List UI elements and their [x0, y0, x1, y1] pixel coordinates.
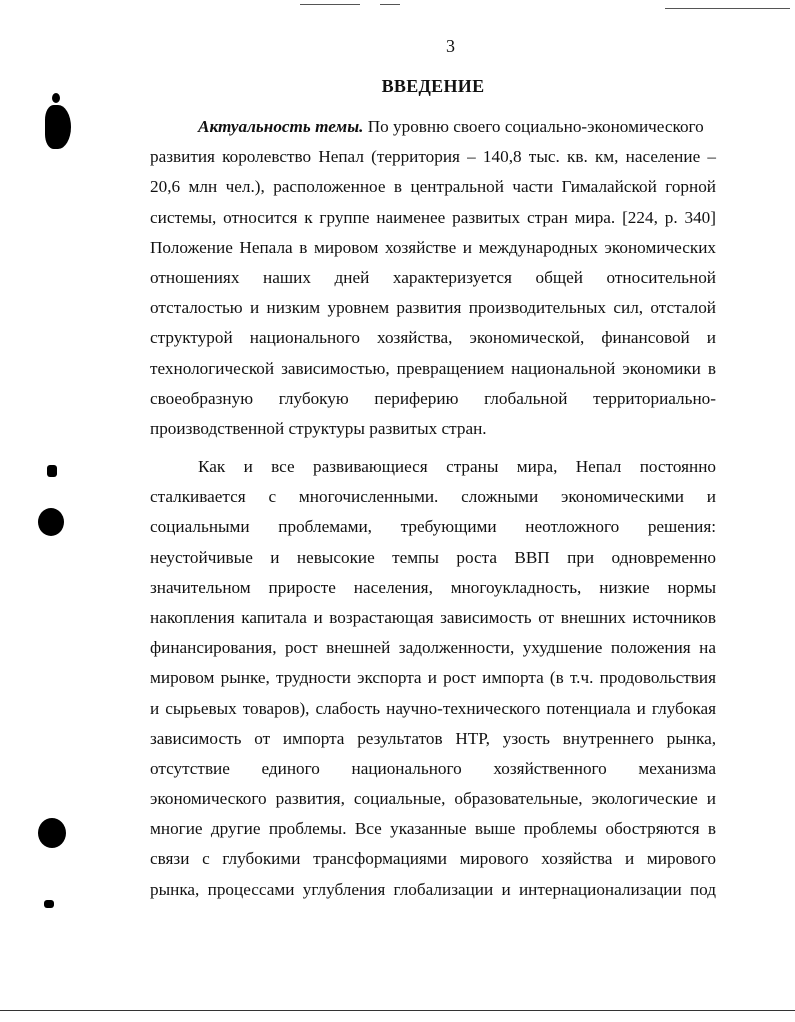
- text-line: отсталостью и низким уровнем развития производительных сил, отсталой: [150, 298, 716, 318]
- text-line: и сырьевых товаров), слабость научно-технического потенциала и глубокая: [150, 698, 716, 718]
- text-line: производственной структуры развитых стран.: [150, 418, 487, 438]
- punch-hole-mark: [38, 818, 66, 848]
- text-line: системы, относится к группе наименее развитых стран мира. [224, р. 340]: [150, 207, 716, 227]
- text-line: Положение Непала в мировом хозяйстве и международных экономических: [150, 237, 716, 257]
- scan-speck-mark: [47, 465, 57, 477]
- section-heading: ВВЕДЕНИЕ: [381, 76, 485, 96]
- text-line: экономического развития, социальные, образовательные, экологические и: [150, 789, 716, 809]
- text-line: развития королевство Непал (территория – 140,8 тыс. кв. км, население –: [150, 147, 716, 167]
- text-line: Как и все развивающиеся страны мира, Непал постоянно: [198, 457, 716, 476]
- punch-hole-mark: [45, 105, 71, 149]
- text-line: рынка, процессами углубления глобализации и интернационализации под: [150, 879, 716, 899]
- text-line: социальными проблемами, требующими неотложного решения:: [150, 517, 716, 537]
- text-line: накопления капитала и возрастающая зависимость от внешних источников: [150, 607, 716, 627]
- text-line: мировом рынке, трудности экспорта и рост импорта (в т.ч. продовольствия: [150, 668, 716, 688]
- scan-edge-line: [300, 4, 360, 5]
- paragraph-problems: [150, 452, 716, 905]
- paragraph-relevance: [150, 112, 716, 444]
- text-line: зависимость от импорта результатов НТР, узость внутреннего рынка,: [150, 728, 716, 748]
- text-line: сталкивается с многочисленными. сложными экономическими и: [150, 487, 716, 507]
- text-line: отсутствие единого национального хозяйственного механизма: [150, 758, 716, 778]
- lead-phrase: Актуальность темы.: [198, 117, 364, 136]
- text-line: технологической зависимостью, превращением национальной экономики в: [150, 358, 716, 378]
- text-line: отношениях наших дней характеризуется общей относительной: [150, 267, 716, 287]
- text-line: неустойчивые и невысокие темпы роста ВВП при одновременно: [150, 547, 716, 567]
- text-line-rest: По уровню своего социально-экономического: [363, 117, 704, 136]
- text-line: [150, 112, 716, 142]
- scan-edge-line: [665, 8, 790, 9]
- text-line: финансирования, рост внешней задолженности, ухудшение положения на: [150, 638, 716, 658]
- page-number: 3: [446, 36, 455, 56]
- punch-hole-mark: [38, 508, 64, 536]
- text-line: значительном приросте населения, многоукладность, низкие нормы: [150, 577, 716, 597]
- text-line: многие другие проблемы. Все указанные выше проблемы обостряются в: [150, 819, 716, 839]
- text-line: связи с глубокими трансформациями мирового хозяйства и мирового: [150, 849, 716, 869]
- text-line: 20,6 млн чел.), расположенное в центральной части Гималайской горной: [150, 177, 716, 197]
- scan-edge-line: [380, 4, 400, 5]
- scan-speck-mark: [44, 900, 54, 908]
- text-line: структурой национального хозяйства, экономической, финансовой и: [150, 328, 716, 348]
- text-line: своеобразную глубокую периферию глобальной территориально-: [150, 388, 716, 408]
- scan-edge-line: [0, 1010, 795, 1011]
